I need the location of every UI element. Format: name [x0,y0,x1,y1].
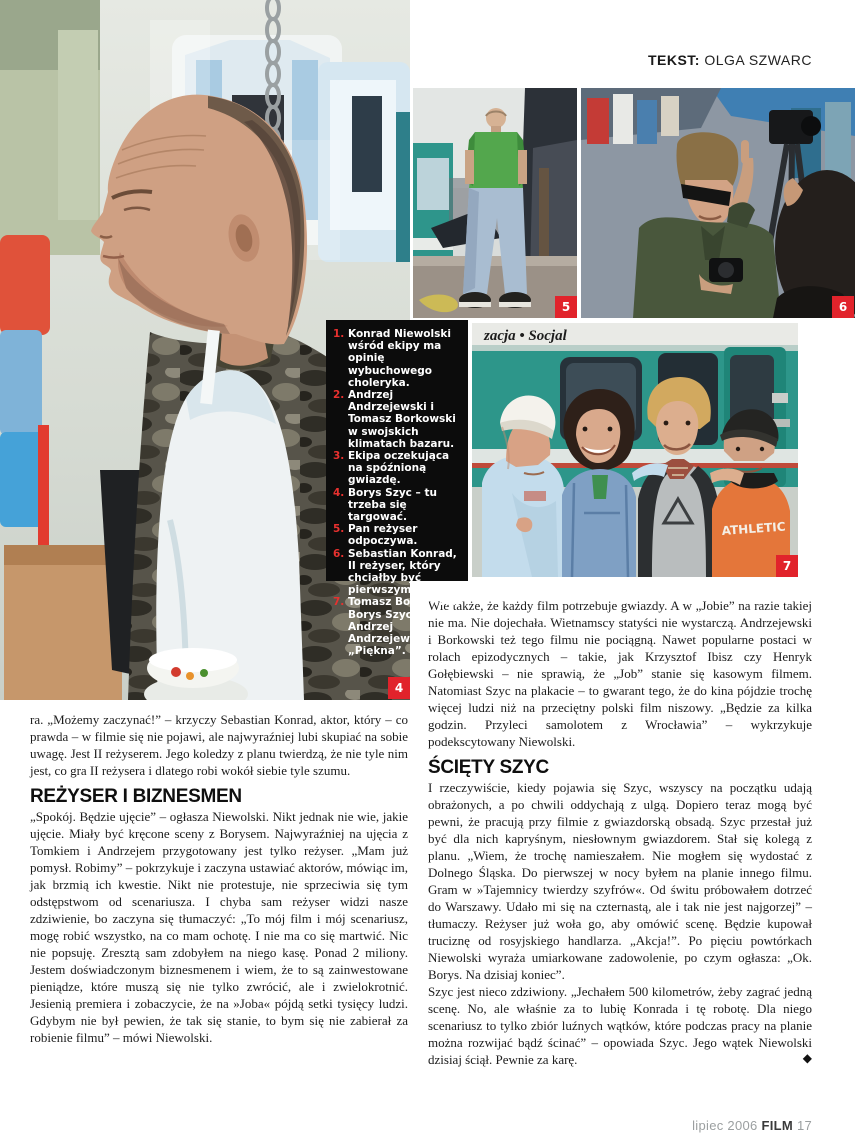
right-paragraph-3 [428,983,812,1068]
caption-text: Borys Szyc – tu trzeba się targować. [348,486,437,524]
caption-item-7 [333,596,462,657]
photo-group-bus [472,323,798,577]
photo-badge-5: 5 [555,296,577,318]
article-right-column [428,597,812,1068]
photo-group-bus-art [472,323,798,577]
caption-item-6 [333,548,462,597]
caption-text: Tomasz Borkowski, Borys Szyc, Andrzej Andrzejewski i „Piękna”. [348,596,460,658]
photo-man-pointing [581,88,855,318]
right-paragraph-1: Wie także, że każdy film potrzebuje gwiazdy. A w „Jobie” na razie takiej nie ma. Nie dojechała. Wietnamscy statyści nie wystarczą. Andrzejewski i Borkowski też tego filmu nie pociągną. Nawet popularne postaci w rolach epizodycznych – takie, jak Krzysztof Ibisz czy Henryk Gołębiewski – nie sprawią, że „Job” stanie się kasowym filmem. Natomiast Szyc na plakacie – to gwarant tego, że do kina pójdzie trochę więcej ludzi niż na przeciętny polski film niszowy. „Będzie za kilka godzin. Przyleci samolotem z Wrocławia” – wykrzykuje podekscytowany Niewolski. [428,598,812,749]
photo-badge-4: 4 [388,677,410,699]
kicker-label: TEKST: [647,52,700,68]
right-paragraph-3-text: Szyc jest nieco zdziwiony. „Jechałem 500 kilometrów, żeby zagrać jedną scenę. No, ale właśnie za to lubię Konrada i tę robotę. Dla niego scenariusz to tylko zbiór luźnych wątków, które podczas pracy na planie można rozwijać bądź ścinać” – opowiada Szyc. Jego wątek Niewolski dzisiaj ściął. Pewnie za karę. [428,984,812,1067]
caption-text: Ekipa oczekująca na spóźnioną gwiazdę. [348,450,450,487]
caption-number: 2. [333,389,345,402]
caption-number: 5. [333,523,345,536]
caption-text: Pan reżyser odpoczywa. [348,523,418,548]
caption-item-3 [333,450,462,487]
caption-item-1 [333,328,462,389]
folio-page-number: 17 [796,1118,812,1133]
caption-item-4 [333,487,462,524]
photo-caption-box [326,320,468,658]
caption-number: 4. [333,486,345,499]
caption-text: Sebastian Konrad, II reżyser, który chciałby być pierwszym. [348,547,457,597]
article-end-diamond-icon: ◆ [802,1051,812,1065]
photo-badge-7: 7 [776,555,798,577]
caption-number: 6. [333,547,345,560]
left-paragraph-2: „Spokój. Będzie ujęcie” – ogłasza Niewolski. Nikt jednak nie wie, jakie ujęcie. Miały być kręcone sceny z Borysem. Najwyraźniej na ujęcia z Tomkiem i Andrzejem przygotowany jest tylko reżyser. „Mam już pomysł. Robimy” – pokrzykuje i zaczyna ustawiać aktorów, mówiąc im, jak brzmią ich kwestie. Nikt nie protestuje, nie sprzeciwia się tym odstępstwom od scenariusza. I chyba sam reżyser widzi nasze zdziwienie, bo zaczyna się tłumaczyć: „To mój film i mój scenariusz, mogę robić wszystko, na co mam ochotę. I nie ma co się martwić. Nic nie popsuję. Zresztą sam zdobyłem na niego kasę. Ponad 2 miliony. Jestem doświadczonym biznesmenem i wiem, że to są zainwestowane pieniądze, które muszą się nie tylko zwrócić, ale i zwielokrotnić. Jesienią premiera i zobaczycie, że na »Joba« pójdą setki tysięcy ludzi. Gdybym nie był pewien, że tak się stanie, to bym się nie zabierał za robienie filmu” – mówi Niewolski. [30,809,408,1045]
caption-number: 7. [333,596,345,609]
folio-month: lipiec 2006 [692,1118,758,1133]
left-paragraph-1: ra. „Możemy zaczynać!” – krzyczy Sebastian Konrad, aktor, który – co prawda – w filmie się nie pojawi, ale najwyraźniej lubi skupiać na sobie uwagę. Jest II reżyserem. Jego koledzy z planu twierdzą, że nie tyle nim jest, co gra II reżysera i dlatego robi wokół siebie tyle szumu. [30,712,408,778]
right-paragraph-2: I rzeczywiście, kiedy pojawia się Szyc, wszyscy na początku udają obrażonych, a po chwili oddychają z ulgą. Dopiero teraz mogą być pewni, że pracują przy filmie z gwiazdorską obsadą. Szyc przestał już być dla nich kapryśnym, niesłownym gwiazdorem. Stał się kolegą z planu. „Wiem, że trochę namieszałem. Nie mogłem się wydostać z Dolnego Śląska. Do pierwszej w nocy byłem na planie innego filmu. Gram w »Tajemnicy twierdzy szyfrów«. Od świtu próbowałem dotrzeć do Warszawy. Udało mi się na czternastą, ale i tak nie jest najgorzej” – tłumaczy. Reżyser już woła go, aby omówić scenę. Będzie kupował truciznę od rosyjskiego handlarza. „Akcja!”. Po pięciu powtórkach Niewolski wyraża umiarkowane zadowolenie, po czym ogłasza: „Ok. Borys. Na dzisiaj koniec”. [428,780,812,982]
section-heading-sciety-szyc: ŚCIĘTY SZYC [428,757,549,778]
caption-text: Andrzej Andrzejewski i Tomasz Borkowski w swojskich klimatach bazaru. [348,389,456,450]
caption-item-2 [333,389,462,450]
photo-man-pointing-art [581,88,855,318]
caption-number: 1. [333,328,345,340]
photo-badge-6: 6 [832,296,854,318]
folio-magazine-name: FILM [761,1118,794,1133]
photo-actor-standing-art [413,88,577,318]
page-kicker [428,52,812,68]
article-left-column [30,711,408,1046]
page-folio [428,1118,812,1133]
kicker-author: OLGA SZWARC [704,52,812,68]
caption-text: Konrad Niewolski wśród ekipy ma opinię wybuchowego choleryka. [348,328,451,389]
bus-script-text: zacja • Socjal [484,328,567,344]
caption-list [333,328,462,657]
section-heading-rezyser-i-biznesmen: REŻYSER I BIZNESMEN [30,786,242,807]
caption-item-5 [333,523,462,547]
athletic-shirt-text: ATHLETIC [721,519,786,538]
photo-actor-standing [413,88,577,318]
caption-number: 3. [333,450,345,463]
